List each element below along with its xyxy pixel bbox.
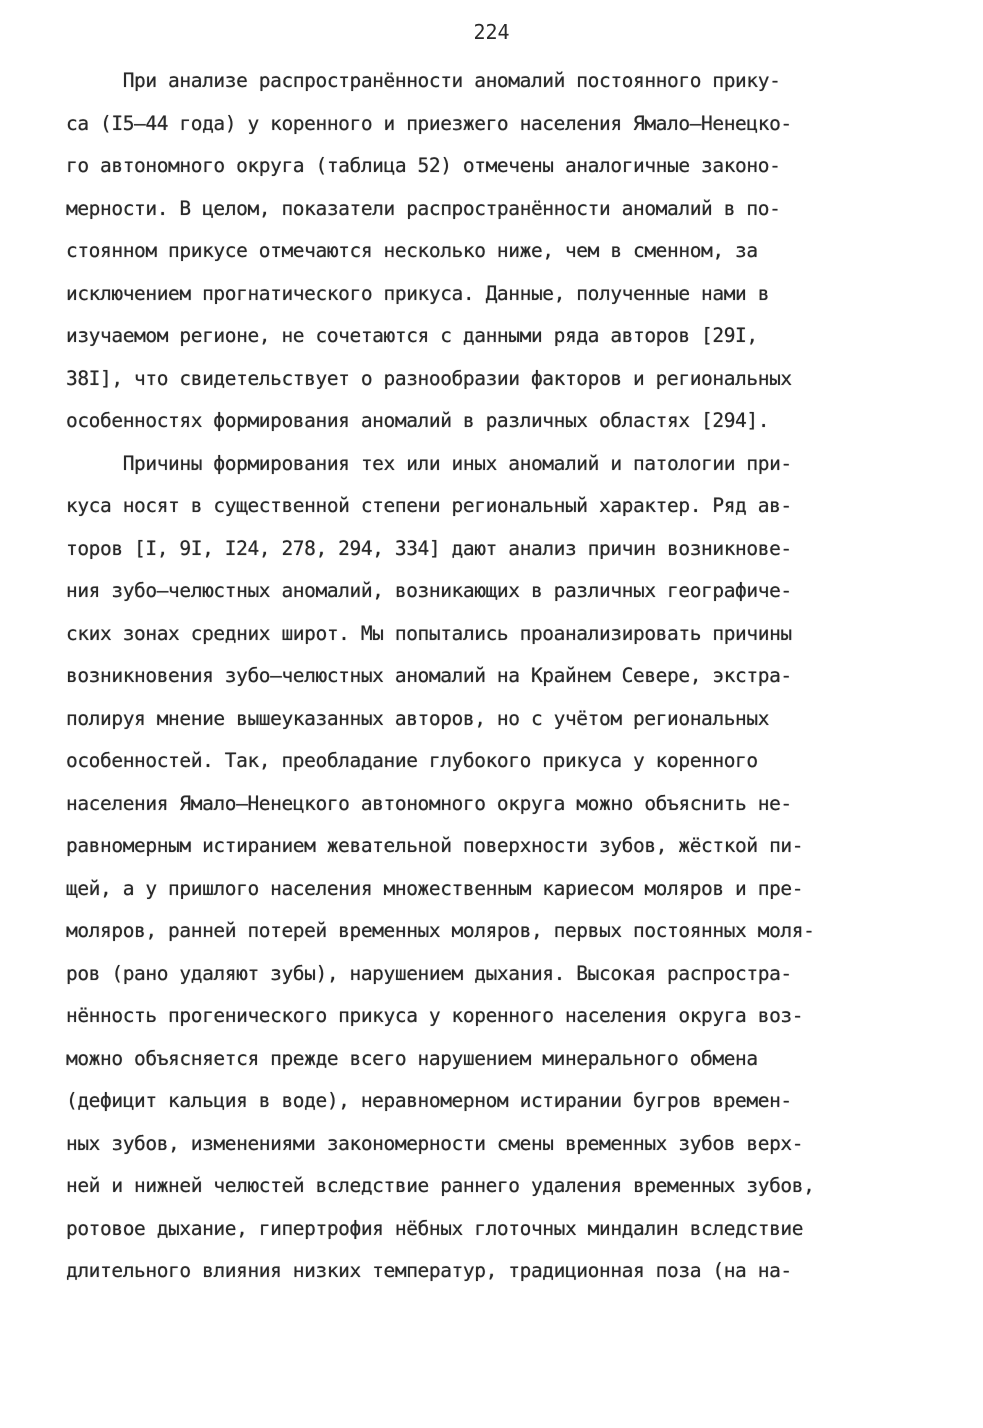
text-line: стоянном прикусе отмечаются несколько ниже, чем в сменном, за	[66, 239, 758, 262]
body-text	[66, 60, 926, 1293]
text-line: (дефицит кальция в воде), неравномерном истирании бугров времен-	[66, 1089, 792, 1112]
text-line: особенностей. Так, преобладание глубокого прикуса у коренного	[66, 749, 758, 772]
text-line: са (I5–44 года) у коренного и приезжего населения Ямало–Ненецко-	[66, 111, 792, 135]
text-line: длительного влияния низких температур, традиционная поза (на на-	[66, 1259, 792, 1282]
text-line: исключением прогнатического прикуса. Данные, полученные нами в	[66, 281, 770, 305]
page-number: 224	[473, 20, 510, 44]
text-line: особенностях формирования аномалий в различных областях [294].	[66, 409, 770, 432]
text-line: 38I], что свидетельствует о разнообразии факторов и региональных	[66, 366, 792, 390]
text-line: Причины формирования тех или иных аномалий и патологии при-	[66, 451, 792, 475]
text-line: можно объясняется прежде всего нарушением минерального обмена	[66, 1046, 758, 1070]
text-line: ских зонах средних широт. Мы попытались проанализировать причины	[66, 621, 792, 645]
text-line: ния зубо–челюстных аномалий, возникающих в различных географиче-	[66, 579, 792, 602]
text-line: торов [I, 9I, I24, 278, 294, 334] дают анализ причин возникнове-	[66, 536, 792, 560]
text-line: го автономного округа (таблица 52) отмечены аналогичные законо-	[66, 154, 781, 177]
text-line: куса носят в существенной степени региональный характер. Ряд ав-	[66, 494, 792, 517]
text-line: равномерным истиранием жевательной поверхности зубов, жёсткой пи-	[66, 834, 804, 857]
text-line: ров (рано удаляют зубы), нарушением дыхания. Высокая распростра-	[66, 961, 792, 985]
text-line: возникновения зубо–челюстных аномалий на Крайнем Севере, экстра-	[66, 664, 792, 687]
text-line: щей, а у пришлого населения множественным кариесом моляров и пре-	[66, 876, 804, 900]
text-line: моляров, ранней потерей временных моляров, первых постоянных моля-	[66, 919, 815, 942]
text-line: ней и нижней челюстей вследствие раннего удаления временных зубов,	[66, 1174, 815, 1197]
text-line: полируя мнение вышеуказанных авторов, но с учётом региональных	[66, 706, 770, 730]
text-line: нённость прогенического прикуса у коренного населения округа воз-	[66, 1004, 804, 1027]
text-line: населения Ямало–Ненецкого автономного округа можно объяснить не-	[66, 791, 792, 815]
text-line: При анализе распространённости аномалий постоянного прику-	[66, 69, 781, 92]
text-line: изучаемом регионе, не сочетаются с данными ряда авторов [29I,	[66, 324, 758, 347]
text-line: ротовое дыхание, гипертрофия нёбных глоточных миндалин вследствие	[66, 1216, 804, 1240]
text-line: ных зубов, изменениями закономерности смены временных зубов верх-	[66, 1131, 804, 1155]
text-line: мерности. В целом, показатели распространённости аномалий в по-	[66, 196, 781, 220]
